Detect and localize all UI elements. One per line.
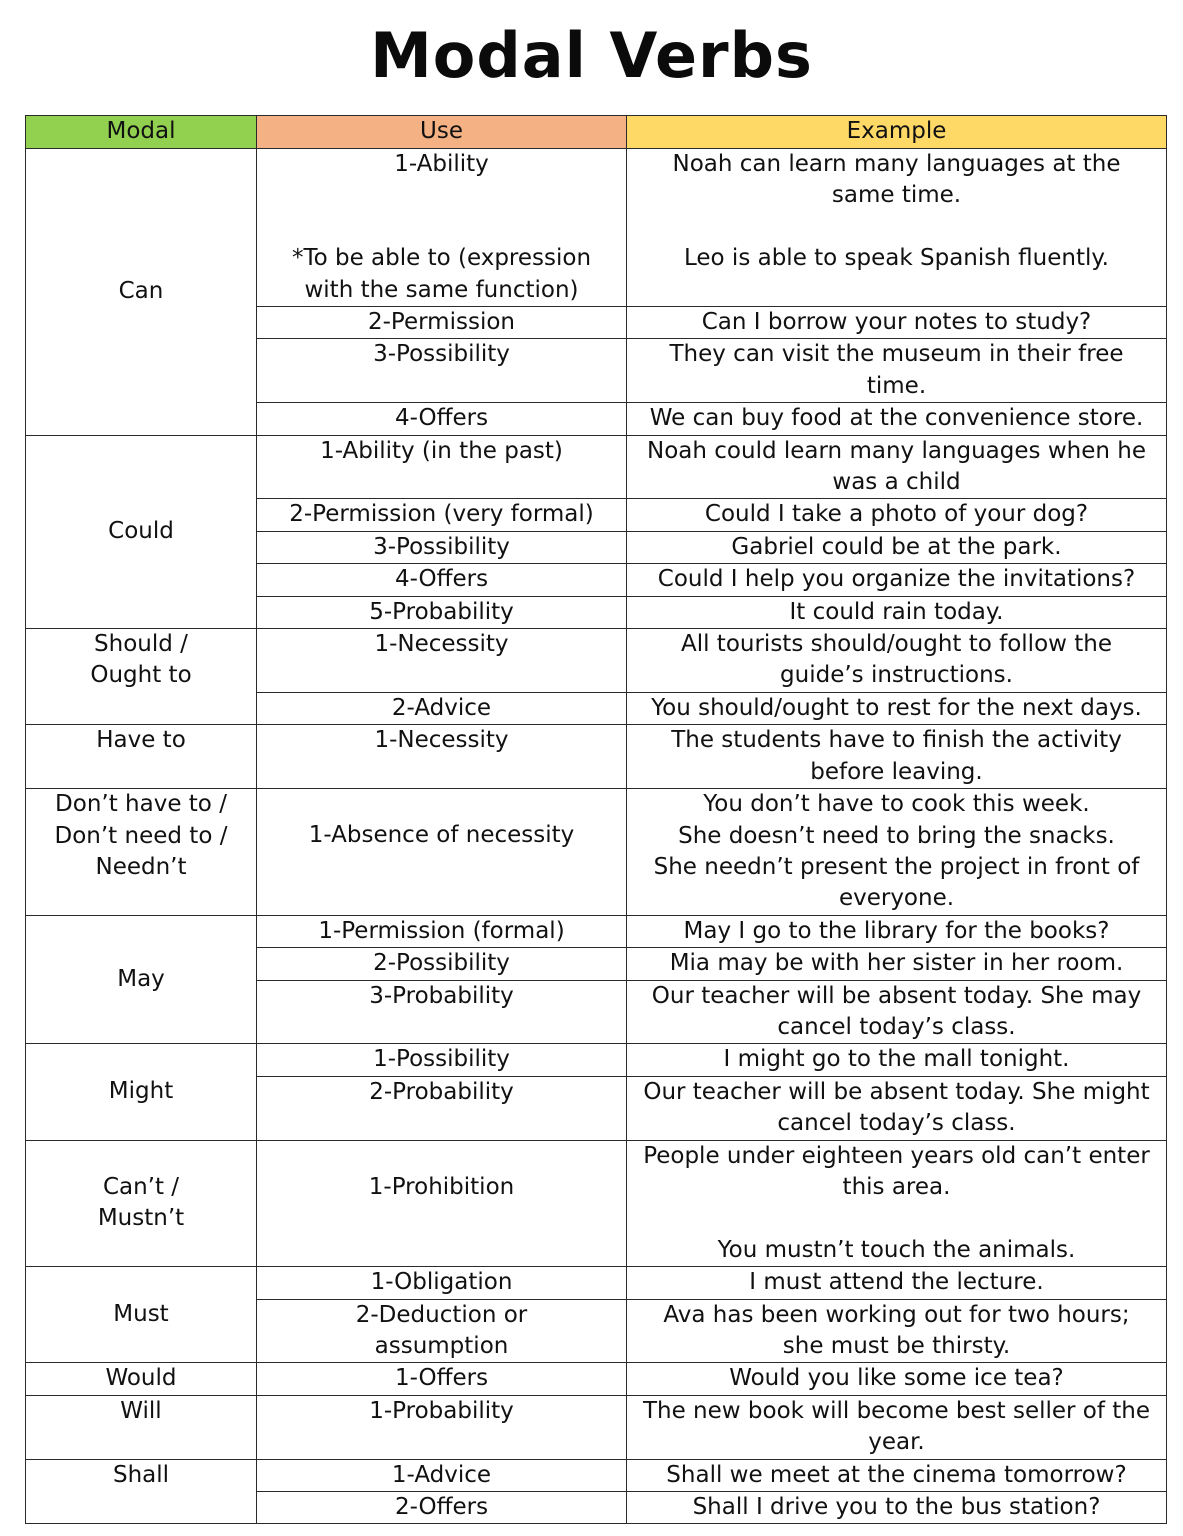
cell-text-line: 2-Deduction or bbox=[355, 1301, 528, 1328]
cell-text-line: 1-Advice bbox=[391, 1461, 492, 1488]
cell-text-line: Will bbox=[120, 1397, 162, 1424]
cell-text-line: 1-Obligation bbox=[370, 1269, 513, 1296]
cell-text-line: 1-Possibility bbox=[373, 1046, 510, 1073]
example-cell bbox=[627, 629, 1167, 693]
use-cell bbox=[257, 499, 627, 531]
cell-text-line: May I go to the library for the books? bbox=[683, 917, 1110, 944]
table-header-row bbox=[26, 116, 1167, 149]
example-cell bbox=[627, 1363, 1167, 1395]
example-cell bbox=[627, 692, 1167, 724]
use-cell bbox=[257, 915, 627, 947]
use-cell bbox=[257, 531, 627, 563]
example-cell bbox=[627, 789, 1167, 916]
use-cell bbox=[257, 629, 627, 693]
cell-text-line: Could I help you organize the invitations? bbox=[657, 566, 1136, 593]
cell-text-line: Can bbox=[118, 278, 164, 305]
cell-text-line: cancel today’s class. bbox=[777, 1013, 1016, 1040]
use-cell bbox=[257, 149, 627, 307]
cell-text-line: Ava has been working out for two hours; bbox=[663, 1301, 1130, 1328]
table-row bbox=[26, 1363, 1167, 1395]
cell-text-line: All tourists should/ought to follow the bbox=[680, 631, 1113, 658]
cell-text-line: guide’s instructions. bbox=[780, 662, 1013, 689]
cell-text-line: Shall I drive you to the bus station? bbox=[692, 1494, 1101, 1521]
blank-line bbox=[265, 180, 618, 211]
table-row bbox=[26, 1395, 1167, 1459]
cell-text-line: You should/ought to rest for the next days. bbox=[651, 694, 1142, 721]
cell-text-line: 3-Possibility bbox=[373, 533, 510, 560]
cell-text-line: Mustn’t bbox=[97, 1205, 185, 1232]
example-cell bbox=[627, 915, 1167, 947]
cell-text-line: 2-Probability bbox=[369, 1078, 514, 1105]
cell-text-line: 2-Offers bbox=[394, 1494, 489, 1521]
cell-text-line: Ought to bbox=[90, 662, 192, 689]
modal-cell-will bbox=[26, 1395, 257, 1459]
cell-text-line: Our teacher will be absent today. She may bbox=[651, 982, 1142, 1009]
modal-cell-should bbox=[26, 629, 257, 725]
example-cell bbox=[627, 1299, 1167, 1363]
cell-text-line: Have to bbox=[96, 727, 186, 754]
table-row bbox=[26, 1044, 1167, 1076]
modal-cell-shall bbox=[26, 1459, 257, 1524]
cell-text-line: 1-Permission (formal) bbox=[318, 917, 565, 944]
blank-line bbox=[265, 212, 618, 243]
table-row bbox=[26, 789, 1167, 916]
example-cell bbox=[627, 980, 1167, 1044]
table-row bbox=[26, 1267, 1167, 1299]
use-cell bbox=[257, 1492, 627, 1524]
table-row bbox=[26, 915, 1167, 947]
modal-cell-would bbox=[26, 1363, 257, 1395]
cell-text-line: cancel today’s class. bbox=[777, 1110, 1016, 1137]
cell-text-line: Gabriel could be at the park. bbox=[731, 533, 1062, 560]
cell-text-line: I must attend the lecture. bbox=[749, 1269, 1044, 1296]
modal-cell-may bbox=[26, 915, 257, 1044]
cell-text-line: 3-Probability bbox=[369, 982, 514, 1009]
example-cell bbox=[627, 149, 1167, 307]
cell-text-line: Mia may be with her sister in her room. bbox=[669, 950, 1124, 977]
cell-text-line: 1-Necessity bbox=[374, 631, 509, 658]
cell-text-line: Noah can learn many languages at the bbox=[672, 151, 1121, 177]
use-cell bbox=[257, 789, 627, 916]
cell-text-line: We can buy food at the convenience store. bbox=[649, 405, 1144, 432]
cell-text-line: 2-Possibility bbox=[373, 950, 510, 977]
cell-text-line: Should / bbox=[94, 631, 188, 658]
cell-text-line: 1-Prohibition bbox=[368, 1173, 515, 1200]
modal-cell-might bbox=[26, 1044, 257, 1140]
use-cell bbox=[257, 1459, 627, 1491]
example-cell bbox=[627, 499, 1167, 531]
cell-text-line: 4-Offers bbox=[394, 566, 489, 593]
cell-text-line: Must bbox=[113, 1301, 169, 1328]
cell-text-line: Shall we meet at the cinema tomorrow? bbox=[666, 1461, 1127, 1488]
example-cell bbox=[627, 339, 1167, 403]
cell-text-line: She needn’t present the project in front of bbox=[653, 853, 1140, 880]
cell-text-line: Could I take a photo of your dog? bbox=[704, 501, 1089, 528]
example-cell bbox=[627, 403, 1167, 435]
table-row bbox=[26, 1140, 1167, 1267]
example-cell bbox=[627, 435, 1167, 499]
cell-text-line: 1-Ability bbox=[394, 151, 489, 177]
cell-text-line: 5-Probability bbox=[369, 598, 514, 625]
example-cell bbox=[627, 1140, 1167, 1267]
cell-text-line: *To be able to (expression bbox=[291, 245, 592, 272]
blank-line bbox=[635, 1203, 1158, 1234]
use-cell bbox=[257, 1140, 627, 1267]
cell-text-line: Needn’t bbox=[95, 853, 187, 880]
cell-text-line: Our teacher will be absent today. She might bbox=[643, 1078, 1150, 1105]
cell-text-line: Can’t / bbox=[102, 1173, 180, 1200]
cell-text-line: Could bbox=[108, 518, 174, 545]
cell-text-line: everyone. bbox=[838, 885, 955, 912]
cell-text-line: Shall bbox=[112, 1461, 170, 1488]
use-cell bbox=[257, 1395, 627, 1459]
use-cell bbox=[257, 1267, 627, 1299]
cell-text-line: time. bbox=[866, 372, 927, 399]
use-cell bbox=[257, 403, 627, 435]
modal-cell-can bbox=[26, 149, 257, 436]
cell-text-line: Don’t have to / bbox=[55, 791, 227, 818]
use-cell bbox=[257, 596, 627, 628]
cell-text-line: 2-Advice bbox=[391, 694, 492, 721]
example-cell bbox=[627, 1044, 1167, 1076]
modal-cell-could bbox=[26, 435, 257, 628]
example-cell bbox=[627, 725, 1167, 789]
cell-text-line: 1-Absence of necessity bbox=[308, 822, 575, 849]
cell-text-line: with the same function) bbox=[304, 276, 579, 303]
cell-text-line: Noah could learn many languages when he bbox=[647, 437, 1146, 464]
header-use: Use bbox=[257, 116, 627, 149]
table-row bbox=[26, 1459, 1167, 1491]
example-cell bbox=[627, 307, 1167, 339]
cell-text-line: Leo is able to speak Spanish fluently. bbox=[683, 245, 1109, 272]
use-cell bbox=[257, 948, 627, 980]
cell-text-line: The students have to finish the activity bbox=[671, 727, 1122, 754]
cell-text-line: this area. bbox=[842, 1173, 951, 1200]
blank-line bbox=[265, 789, 618, 820]
cell-text-line: 1-Probability bbox=[369, 1397, 514, 1424]
example-cell bbox=[627, 1076, 1167, 1140]
cell-text-line: They can visit the museum in their free bbox=[669, 341, 1124, 368]
modal-cell-cant bbox=[26, 1140, 257, 1267]
cell-text-line: 1-Necessity bbox=[374, 727, 509, 754]
cell-text-line: assumption bbox=[374, 1332, 509, 1359]
cell-text-line: You mustn’t touch the animals. bbox=[717, 1236, 1076, 1263]
use-cell bbox=[257, 980, 627, 1044]
cell-text-line: The new book will become best seller of the bbox=[642, 1397, 1151, 1424]
table-row bbox=[26, 149, 1167, 307]
cell-text-line: 1-Offers bbox=[394, 1365, 489, 1392]
use-cell bbox=[257, 1299, 627, 1363]
blank-line bbox=[635, 212, 1158, 243]
table-row bbox=[26, 629, 1167, 693]
cell-text-line: She doesn’t need to bring the snacks. bbox=[678, 822, 1115, 849]
header-example: Example bbox=[627, 116, 1167, 149]
table-row bbox=[26, 725, 1167, 789]
modal-verbs-table bbox=[25, 115, 1167, 1524]
use-cell bbox=[257, 307, 627, 339]
modal-cell-have-to bbox=[26, 725, 257, 789]
use-cell bbox=[257, 564, 627, 596]
cell-text-line: Would you like some ice tea? bbox=[729, 1365, 1064, 1392]
cell-text-line: was a child bbox=[832, 469, 961, 496]
cell-text-line: same time. bbox=[831, 182, 962, 209]
use-cell bbox=[257, 1363, 627, 1395]
cell-text-line: she must be thirsty. bbox=[782, 1332, 1011, 1359]
page-title: Modal Verbs bbox=[370, 19, 813, 92]
cell-text-line: 3-Possibility bbox=[373, 341, 510, 368]
cell-text-line: Might bbox=[108, 1078, 174, 1105]
example-cell bbox=[627, 1492, 1167, 1524]
use-cell bbox=[257, 692, 627, 724]
example-cell bbox=[627, 1459, 1167, 1491]
cell-text-line: 2-Permission bbox=[368, 309, 515, 335]
use-cell bbox=[257, 1044, 627, 1076]
use-cell bbox=[257, 1076, 627, 1140]
example-cell bbox=[627, 564, 1167, 596]
cell-text-line: 4-Offers bbox=[394, 405, 489, 432]
cell-text-line: 1-Ability (in the past) bbox=[320, 437, 563, 464]
modal-cell-dont-have-to bbox=[26, 789, 257, 916]
cell-text-line: You don’t have to cook this week. bbox=[703, 791, 1090, 818]
header-modal: Modal bbox=[26, 116, 257, 149]
example-cell bbox=[627, 531, 1167, 563]
cell-text-line: Can I borrow your notes to study? bbox=[701, 309, 1092, 335]
example-cell bbox=[627, 948, 1167, 980]
cell-text-line: 2-Permission (very formal) bbox=[289, 501, 594, 528]
cell-text-line: May bbox=[117, 965, 165, 992]
use-cell bbox=[257, 339, 627, 403]
example-cell bbox=[627, 1267, 1167, 1299]
cell-text-line: Would bbox=[105, 1365, 177, 1392]
modal-cell-must bbox=[26, 1267, 257, 1363]
use-cell bbox=[257, 435, 627, 499]
use-cell bbox=[257, 725, 627, 789]
example-cell bbox=[627, 596, 1167, 628]
blank-line bbox=[265, 1141, 618, 1172]
table-row bbox=[26, 435, 1167, 499]
cell-text-line: It could rain today. bbox=[789, 598, 1004, 625]
cell-text-line: People under eighteen years old can’t enter bbox=[643, 1142, 1150, 1169]
cell-text-line: Don’t need to / bbox=[54, 822, 228, 849]
example-cell bbox=[627, 1395, 1167, 1459]
cell-text-line: before leaving. bbox=[810, 758, 983, 785]
cell-text-line: I might go to the mall tonight. bbox=[723, 1046, 1070, 1073]
cell-text-line: year. bbox=[868, 1429, 925, 1456]
